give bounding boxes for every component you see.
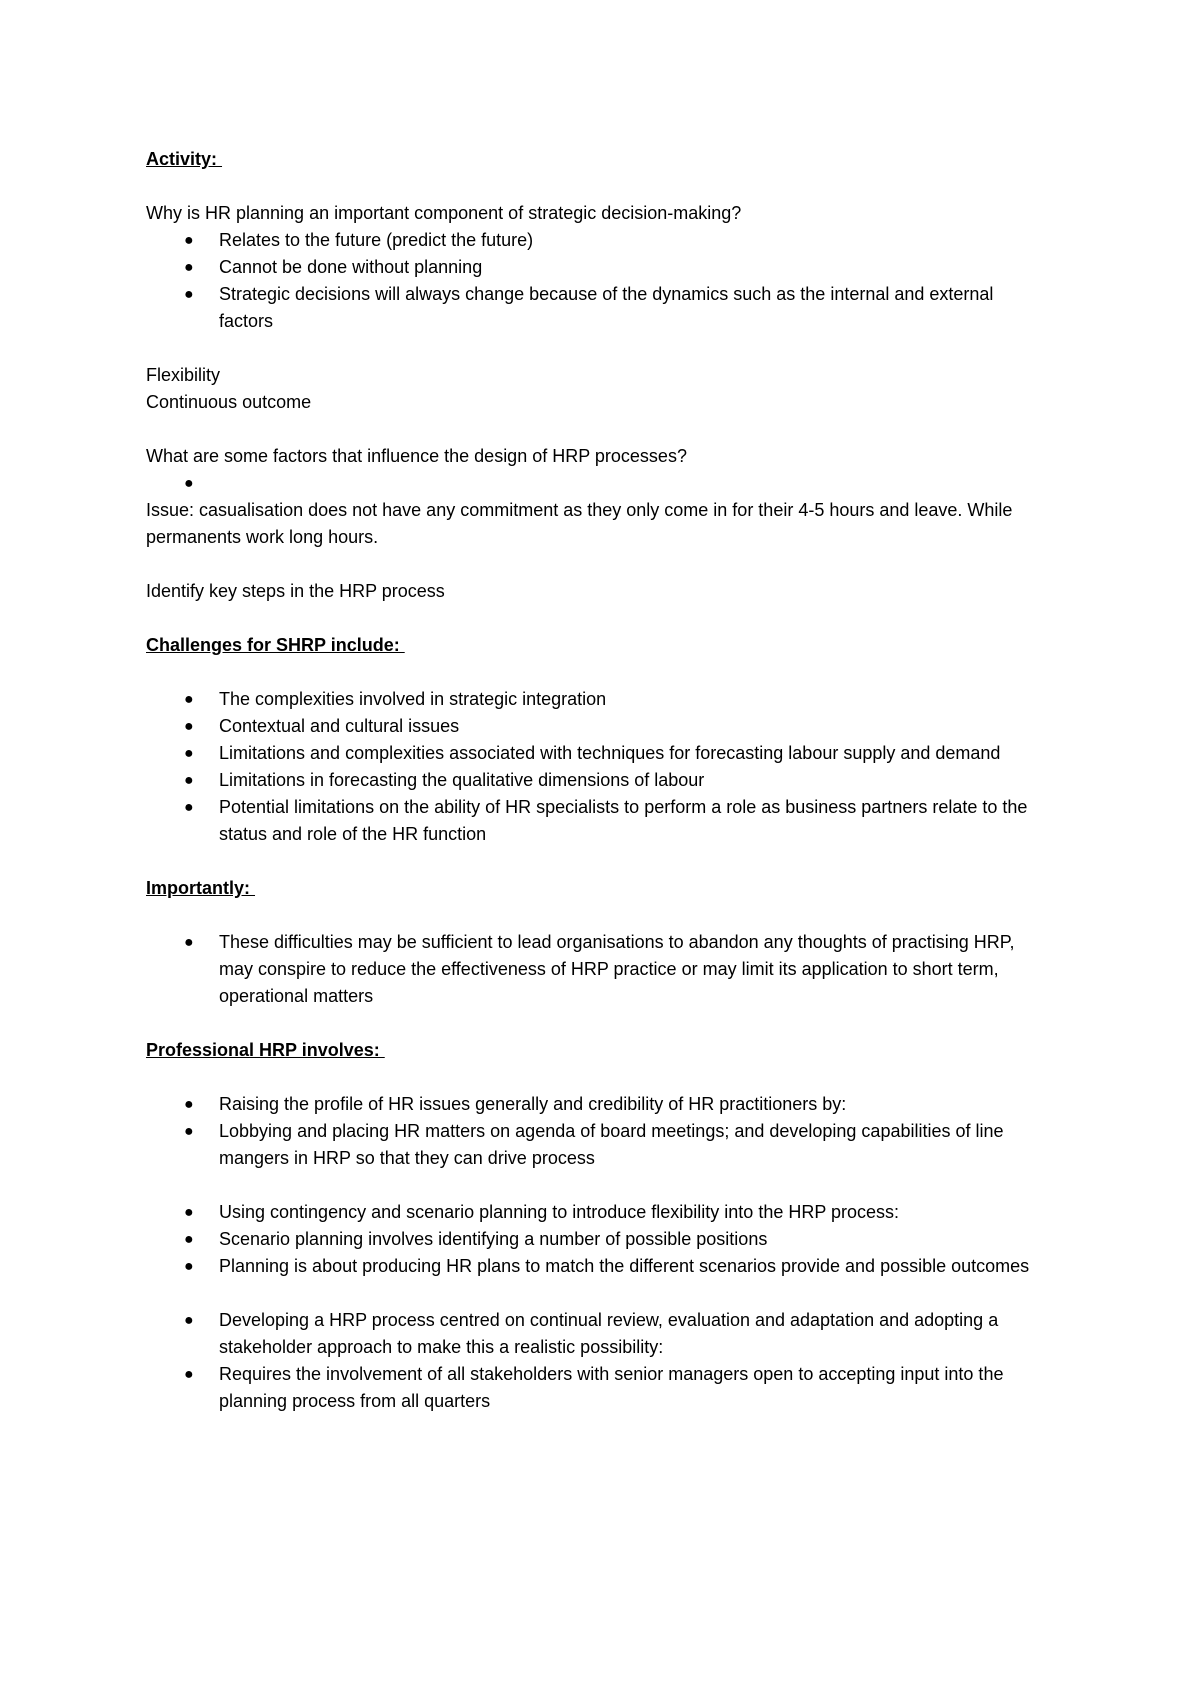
- importantly-heading: Importantly:: [146, 878, 256, 898]
- spacer: [146, 1064, 1046, 1091]
- bullet-icon: ●: [184, 772, 194, 789]
- list-item: [146, 281, 1046, 335]
- list-item: [146, 1226, 1046, 1253]
- spacer: [146, 1172, 1046, 1199]
- list-item: [146, 794, 1046, 848]
- list-item: [146, 254, 1046, 281]
- question-hrp-factors: What are some factors that influence the design of HRP processes?: [146, 446, 687, 466]
- bullet-icon: ●: [184, 1366, 194, 1383]
- professional-list-profile: [146, 1091, 1046, 1172]
- list-item-text: These difficulties may be sufficient to lead organisations to abandon any thoughts of practising HRP, may conspire to reduce the effectiveness of HRP practice or may limit its application to short term, operational matters: [219, 932, 1015, 1006]
- spacer: [146, 1010, 1046, 1037]
- list-item-text: Planning is about producing HR plans to match the different scenarios provide and possible outcomes: [219, 1256, 1030, 1276]
- issue-paragraph: Issue: casualisation does not have any commitment as they only come in for their 4-5 hours and leave. While permanents work long hours.: [146, 500, 1013, 547]
- list-item-text: Potential limitations on the ability of HR specialists to perform a role as business partners relate to the status and role of the HR function: [219, 797, 1028, 844]
- spacer: [146, 902, 1046, 929]
- list-item: [146, 767, 1046, 794]
- list-item-text: Scenario planning involves identifying a number of possible positions: [219, 1229, 768, 1249]
- bullet-icon: ●: [184, 745, 194, 762]
- list-item: [146, 227, 1046, 254]
- spacer: [146, 605, 1046, 632]
- list-item-text: Raising the profile of HR issues generally and credibility of HR practitioners by:: [219, 1094, 847, 1114]
- list-item: [146, 1361, 1046, 1415]
- identify-steps-text: Identify key steps in the HRP process: [146, 581, 445, 601]
- list-item: [146, 686, 1046, 713]
- list-item: [146, 713, 1046, 740]
- professional-hrp-heading: Professional HRP involves:: [146, 1040, 385, 1060]
- list-item: [146, 1199, 1046, 1226]
- bullet-icon: ●: [184, 232, 194, 249]
- list-item-text: Using contingency and scenario planning to introduce flexibility into the HRP process:: [219, 1202, 900, 1222]
- bullet-icon: ●: [184, 1312, 194, 1329]
- spacer: [146, 470, 1046, 497]
- importantly-list: [146, 929, 1046, 1010]
- professional-list-contingency: [146, 1199, 1046, 1280]
- bullet-icon: ●: [184, 1204, 194, 1221]
- list-item-text: Lobbying and placing HR matters on agenda of board meetings; and developing capabilities of line mangers in HRP so that they can drive process: [219, 1121, 1004, 1168]
- list-item-text: Requires the involvement of all stakeholders with senior managers open to accepting input into the planning process from all quarters: [219, 1364, 1004, 1411]
- bullet-icon: ●: [184, 799, 194, 816]
- spacer: [146, 1280, 1046, 1307]
- challenges-heading: Challenges for SHRP include:: [146, 635, 405, 655]
- list-item: [146, 1253, 1046, 1280]
- flexibility-text: Flexibility: [146, 365, 221, 385]
- bullet-icon: ●: [184, 475, 194, 492]
- list-item: [146, 1091, 1046, 1118]
- spacer: [146, 416, 1046, 443]
- list-item-text: Relates to the future (predict the future): [219, 230, 534, 250]
- spacer: [146, 848, 1046, 875]
- challenges-list: [146, 686, 1046, 848]
- hr-planning-list: [146, 227, 1046, 335]
- list-item-text: Contextual and cultural issues: [219, 716, 460, 736]
- document-body: [146, 146, 1046, 1415]
- bullet-icon: ●: [184, 691, 194, 708]
- list-item: [146, 1118, 1046, 1172]
- spacer: [146, 173, 1046, 200]
- spacer: [146, 659, 1046, 686]
- bullet-icon: ●: [184, 934, 194, 951]
- spacer: [146, 551, 1046, 578]
- activity-heading: Activity:: [146, 149, 223, 169]
- list-item-text: The complexities involved in strategic integration: [219, 689, 607, 709]
- bullet-icon: ●: [184, 259, 194, 276]
- bullet-icon: ●: [184, 1231, 194, 1248]
- list-item-text: Strategic decisions will always change because of the dynamics such as the internal and external factors: [219, 284, 994, 331]
- list-item: [146, 929, 1046, 1010]
- question-hr-planning: Why is HR planning an important component of strategic decision-making?: [146, 203, 742, 223]
- bullet-icon: ●: [184, 286, 194, 303]
- professional-list-review: [146, 1307, 1046, 1415]
- list-item-text: Cannot be done without planning: [219, 257, 483, 277]
- continuous-outcome-text: Continuous outcome: [146, 392, 312, 412]
- list-item: [146, 1307, 1046, 1361]
- spacer: [146, 335, 1046, 362]
- bullet-icon: ●: [184, 1096, 194, 1113]
- bullet-icon: ●: [184, 1258, 194, 1275]
- list-item-text: Developing a HRP process centred on continual review, evaluation and adaptation and adopting a stakeholder approach to make this a realistic possibility:: [219, 1310, 999, 1357]
- list-item-text: Limitations and complexities associated with techniques for forecasting labour supply and demand: [219, 743, 1001, 763]
- list-item: [146, 740, 1046, 767]
- list-item-text: Limitations in forecasting the qualitative dimensions of labour: [219, 770, 705, 790]
- bullet-icon: ●: [184, 718, 194, 735]
- bullet-icon: ●: [184, 1123, 194, 1140]
